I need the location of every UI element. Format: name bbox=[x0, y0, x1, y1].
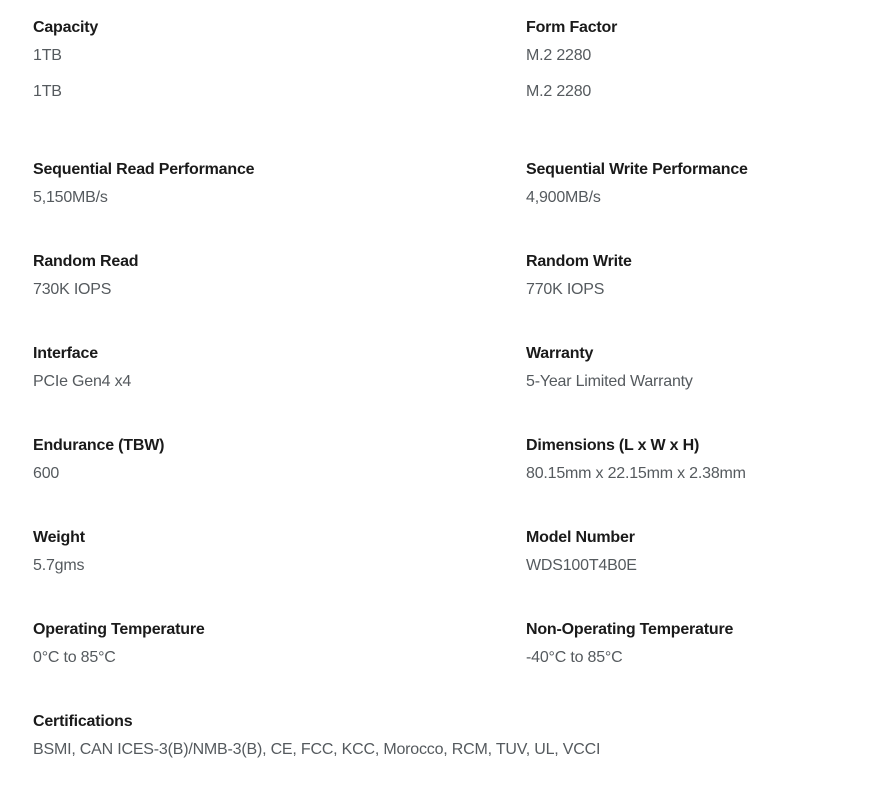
spec-random-write bbox=[526, 252, 866, 344]
spec-label: Capacity bbox=[33, 19, 99, 36]
spec-value: 600 bbox=[33, 465, 60, 482]
spec-row bbox=[33, 620, 873, 712]
spec-interface bbox=[33, 344, 526, 436]
spec-value: 1TB bbox=[33, 47, 62, 64]
spec-warranty bbox=[526, 344, 866, 436]
spec-row bbox=[33, 252, 873, 344]
spec-label: Sequential Write Performance bbox=[526, 161, 748, 178]
spec-row bbox=[33, 82, 873, 160]
spec-capacity-alt bbox=[33, 82, 526, 160]
spec-form-factor bbox=[526, 18, 866, 82]
spec-value: 5,150MB/s bbox=[33, 189, 108, 206]
spec-label: Random Write bbox=[526, 253, 632, 270]
spec-non-operating-temperature bbox=[526, 620, 866, 712]
spec-value: WDS100T4B0E bbox=[526, 557, 637, 574]
spec-label: Warranty bbox=[526, 345, 594, 362]
spec-random-read bbox=[33, 252, 526, 344]
spec-label: Non-Operating Temperature bbox=[526, 621, 734, 638]
spec-row bbox=[33, 712, 873, 792]
specifications-list bbox=[33, 18, 873, 792]
spec-endurance bbox=[33, 436, 526, 528]
spec-certifications bbox=[33, 712, 853, 792]
spec-label: Endurance (TBW) bbox=[33, 437, 165, 454]
spec-label: Operating Temperature bbox=[33, 621, 205, 638]
spec-operating-temperature bbox=[33, 620, 526, 712]
spec-label: Random Read bbox=[33, 253, 139, 270]
spec-weight bbox=[33, 528, 526, 620]
spec-sequential-read bbox=[33, 160, 526, 252]
spec-row bbox=[33, 18, 873, 82]
spec-row bbox=[33, 436, 873, 528]
spec-row bbox=[33, 344, 873, 436]
spec-row bbox=[33, 528, 873, 620]
spec-value: 4,900MB/s bbox=[526, 189, 601, 206]
spec-value: M.2 2280 bbox=[526, 83, 592, 100]
spec-label: Certifications bbox=[33, 713, 133, 730]
spec-value: BSMI, CAN ICES-3(B)/NMB-3(B), CE, FCC, KCC, Morocco, RCM, TUV, UL, VCCI bbox=[33, 741, 601, 758]
spec-value: 1TB bbox=[33, 83, 62, 100]
spec-label: Interface bbox=[33, 345, 98, 362]
spec-dimensions bbox=[526, 436, 866, 528]
spec-row bbox=[33, 160, 873, 252]
spec-label: Weight bbox=[33, 529, 85, 546]
spec-label: Sequential Read Performance bbox=[33, 161, 255, 178]
spec-label: Model Number bbox=[526, 529, 635, 546]
spec-label: Form Factor bbox=[526, 19, 618, 36]
spec-form-factor-alt bbox=[526, 82, 866, 160]
spec-value: 80.15mm x 22.15mm x 2.38mm bbox=[526, 465, 746, 482]
spec-value: M.2 2280 bbox=[526, 47, 592, 64]
spec-model-number bbox=[526, 528, 866, 620]
spec-value: 770K IOPS bbox=[526, 281, 605, 298]
spec-value: 0°C to 85°C bbox=[33, 649, 116, 666]
spec-value: 5.7gms bbox=[33, 557, 85, 574]
spec-label: Dimensions (L x W x H) bbox=[526, 437, 700, 454]
spec-sequential-write bbox=[526, 160, 866, 252]
spec-capacity bbox=[33, 18, 526, 82]
spec-value: 730K IOPS bbox=[33, 281, 112, 298]
spec-value: -40°C to 85°C bbox=[526, 649, 623, 666]
spec-value: PCIe Gen4 x4 bbox=[33, 373, 132, 390]
spec-value: 5-Year Limited Warranty bbox=[526, 373, 693, 390]
